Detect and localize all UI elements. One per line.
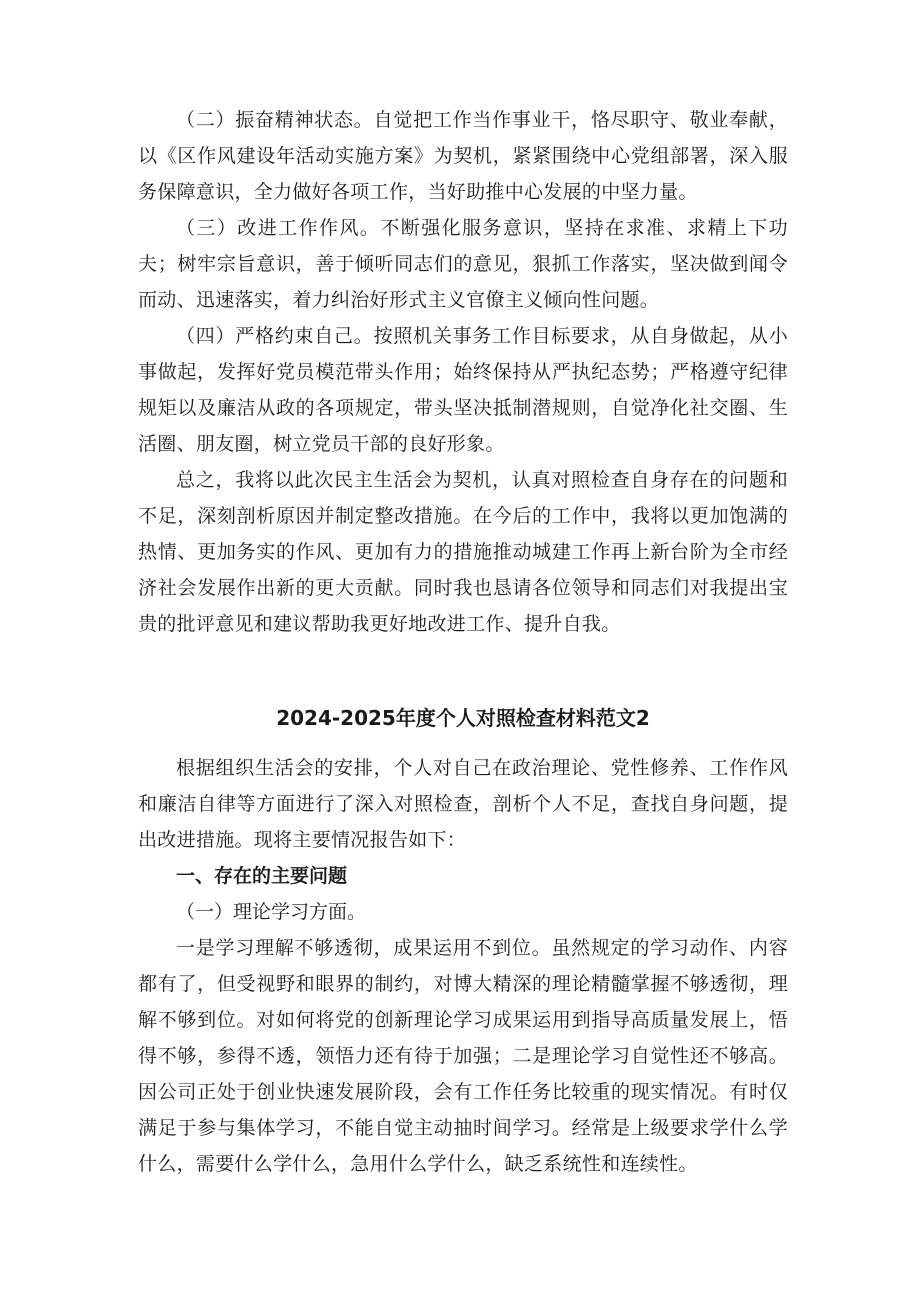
document-title: 2024-2025年度个人对照检查材料范文2 bbox=[276, 706, 650, 730]
paragraph-work-style: （三）改进工作作风。不断强化服务意识，坚持在求准、求精上下功夫；树牢宗旨意识，善于倾听同志们的意见，狠抓工作落实，坚决做到闻令而动、迅速落实，着力纠治好形式主义官僚主义倾向性问题。 bbox=[138, 217, 788, 311]
paragraph-spirit: （二）振奋精神状态。自觉把工作当作事业干，恪尽职守、敬业奉献，以《区作风建设年活动实施方案》为契机，紧紧围绕中心党组部署，深入服务保障意识，全力做好各项工作，当好助推中心发展的中坚力量。 bbox=[138, 109, 788, 203]
paragraph-conclusion: 总之，我将以此次民主生活会为契机，认真对照检查自身存在的问题和不足，深刻剖析原因并制定整改措施。在今后的工作中，我将以更加饱满的热情、更加务实的作风、更加有力的措施推动城建工作再上新台阶为全市经济社会发展作出新的更大贡献。同时我也恳请各位领导和同志们对我提出宝贵的批评意见和建议帮助我更好地改进工作、提升自我。 bbox=[138, 469, 788, 635]
section-heading-main-problems: 一、存在的主要问题 bbox=[176, 865, 348, 887]
paragraph-intro: 根据组织生活会的安排，个人对自己在政治理论、党性修养、工作作风和廉洁自律等方面进行了深入对照检查，剖析个人不足，查找自身问题，提出改进措施。现将主要情况报告如下： bbox=[138, 757, 788, 851]
paragraph-theory-study-body: 一是学习理解不够透彻，成果运用不到位。虽然规定的学习动作、内容都有了，但受视野和眼界的制约，对博大精深的理论精髓掌握不够透彻，理解不够到位。对如何将党的创新理论学习成果运用到指导高质量发展上，悟得不够，参得不透，领悟力还有待于加强；二是理论学习自觉性还不够高。因公司正处于创业快速发展阶段，会有工作任务比较重的现实情况。有时仅满足于参与集体学习，不能自觉主动抽时间学习。经常是上级要求学什么学什么，需要什么学什么，急用什么学什么，缺乏系统性和连续性。 bbox=[138, 937, 788, 1175]
paragraph-self-discipline: （四）严格约束自己。按照机关事务工作目标要求，从自身做起，从小事做起，发挥好党员模范带头作用；始终保持从严执纪态势；严格遵守纪律规矩以及廉洁从政的各项规定，带头坚决抵制潜规则，自觉净化社交圈、生活圈、朋友圈，树立党员干部的良好形象。 bbox=[138, 325, 788, 455]
sub-heading-theory-study: （一）理论学习方面。 bbox=[176, 901, 367, 923]
